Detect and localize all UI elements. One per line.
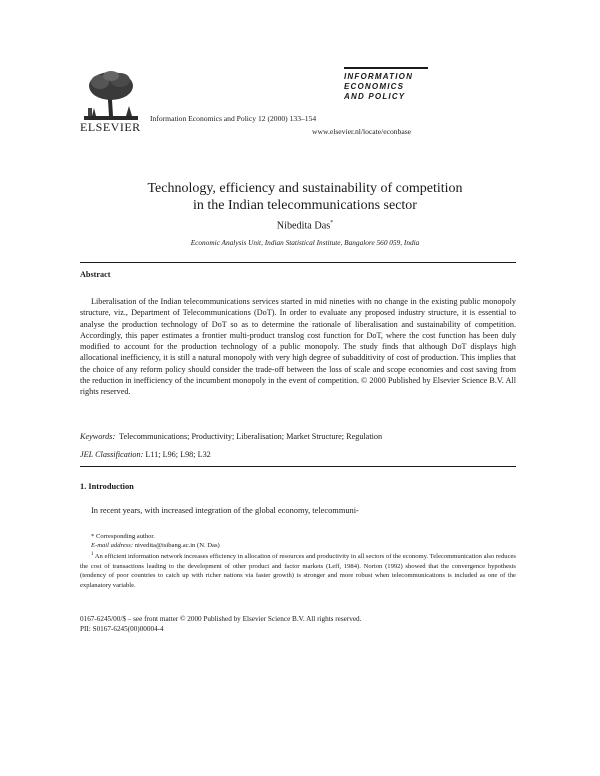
affiliation: Economic Analysis Unit, Indian Statistical Institute, Bangalore 560 059, India — [190, 238, 420, 247]
author-name: Nibedita Das — [276, 220, 331, 232]
jel-text: L11; L96; L98; L32 — [145, 450, 211, 459]
journal-logo-line: ECONOMICS — [344, 82, 405, 91]
email-label: E-mail address: — [91, 542, 134, 549]
top-rule — [80, 262, 516, 263]
journal-citation: Information Economics and Policy 12 (2000) 133–154 — [150, 114, 317, 123]
footnote-1-mark: 1 — [91, 552, 94, 557]
footnote-corresponding: * Corresponding author. — [91, 533, 155, 540]
elsevier-tree-logo — [84, 70, 138, 120]
author — [80, 220, 530, 231]
title-line: Technology, efficiency and sustainability of competition — [147, 181, 463, 196]
paper-title — [80, 180, 530, 214]
keywords-text: Telecommunications; Productivity; Liberalisation; Market Structure; Regulation — [119, 432, 383, 441]
keywords — [80, 432, 516, 441]
journal-logo-line: INFORMATION — [344, 72, 414, 81]
abstract-heading: Abstract — [80, 270, 111, 279]
front-matter-line: 0167-6245/00/$ – see front matter © 2000 Published by Elsevier Science B.V. All rights reserved. — [80, 615, 362, 623]
jel-label: JEL Classification: — [80, 450, 144, 459]
pii-line: PII: S0167-6245(00)00004-4 — [80, 625, 164, 633]
footnote-1 — [80, 550, 516, 590]
journal-logo — [344, 67, 428, 102]
abstract-text: Liberalisation of the Indian telecommunications services started in mid nineties with no change in the existing public monopoly structure, viz., Department of Telecommunications (DoT). In order to evaluate any proposed industry structure, it is essential to analyse the production technology of DoT so as to determine the rationale of liberalisation and sustainability of competition. Accordingly, this paper estimates a frontier multi-product translog cost function for DoT, where the cost function has been duly modified to account for the production technology of a public monopoly. The study finds that although DoT displays high allocational inefficiency, it is still a natural monopoly with very high degree of subadditivity of cost of production. This implies that the choice of any reform policy should consider the trade-off between the loss of scale and scope economies and cost saving from the reduction in inefficiency of the incumbent monopoly in the event of competition. © 2000 Published by Elsevier Science B.V. All rights reserved. — [80, 297, 516, 397]
journal-logo-bar — [344, 67, 428, 69]
keywords-label: Keywords: — [80, 432, 116, 441]
jel-classification — [80, 450, 211, 459]
email-value[interactable]: nivedita@isibang.ac.in (N. Das) — [134, 542, 220, 549]
publisher-name: ELSEVIER — [80, 120, 141, 134]
section-heading: 1. Introduction — [80, 482, 134, 491]
journal-url[interactable]: www.elsevier.nl/locate/econbase — [312, 127, 412, 136]
bottom-rule — [80, 466, 516, 467]
footnote-1-text: An efficient information network increases efficiency in allocation of resources and productivity in all sectors of the economy. Telecommunication also reduces the cost of transactions leading to the development of other product and factor markets (Leff, 1984). Norton (1992) showed that the convergence hypothesis (tendency of poor countries to catch up with richer nations via faster growth) is stronger and more robust when telecommunications is included as one of the explanatory variable. — [80, 553, 516, 589]
journal-logo-line: AND POLICY — [344, 92, 406, 101]
intro-first-line: In recent years, with increased integration of the global economy, telecommuni- — [91, 506, 359, 515]
author-mark[interactable]: * — [330, 220, 334, 226]
title-line: in the Indian telecommunications sector — [193, 198, 417, 213]
